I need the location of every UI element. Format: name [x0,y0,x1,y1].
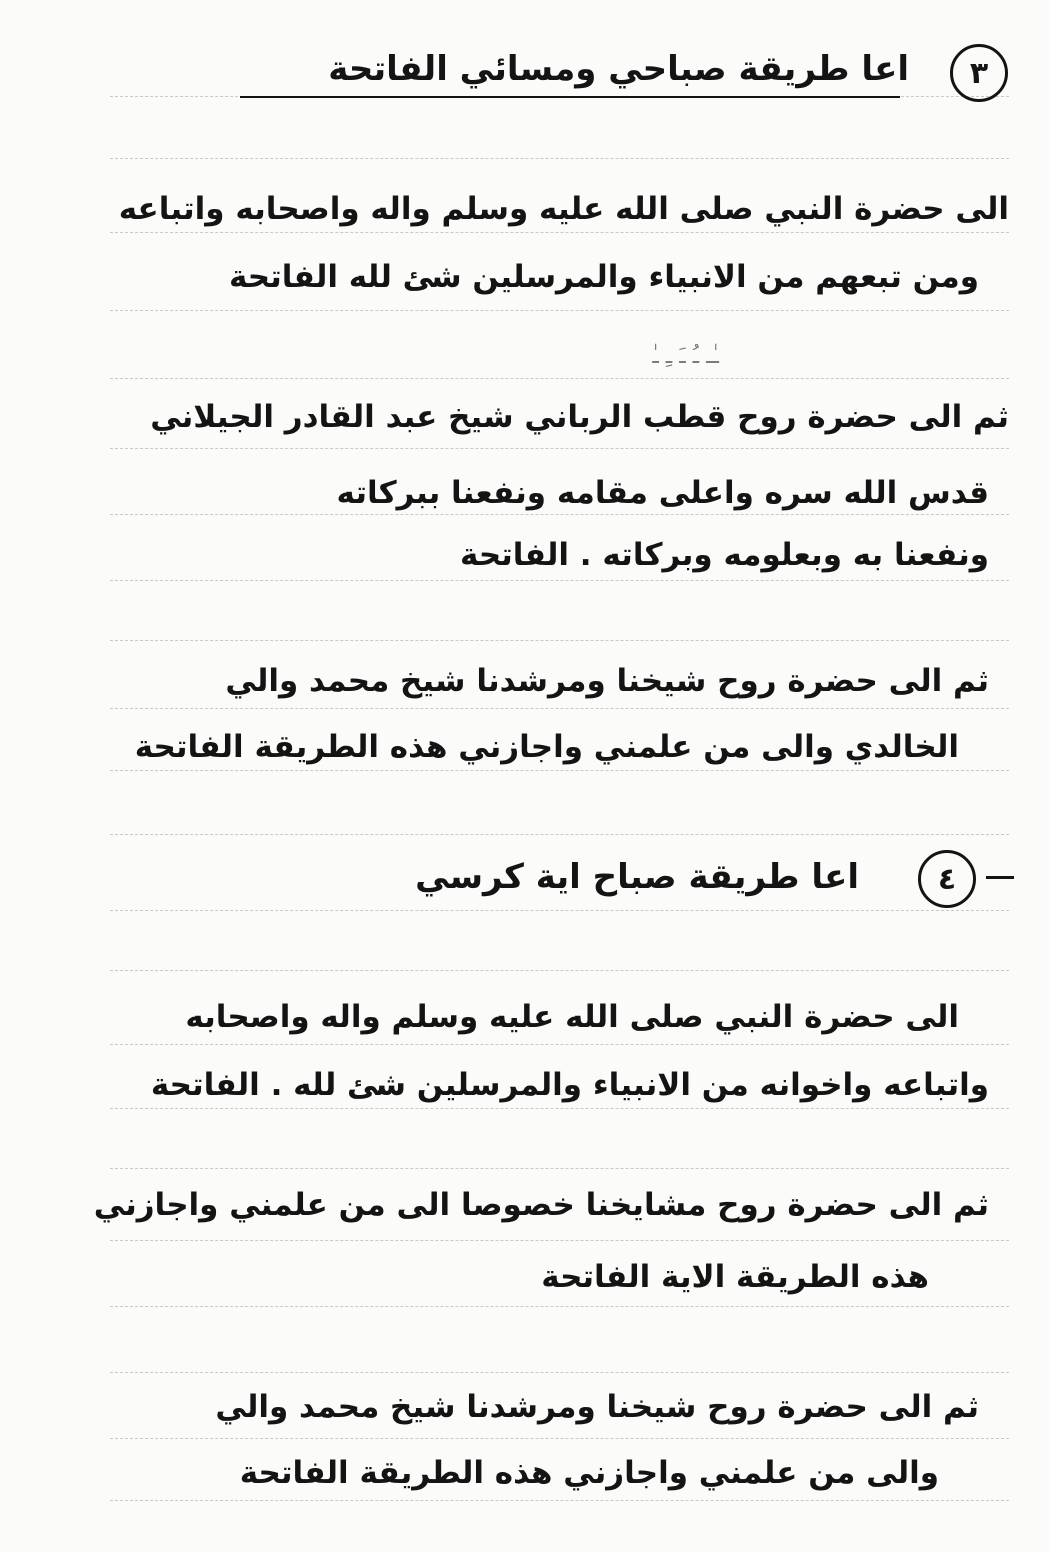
s3-p1-line1: الى حضرة النبي صلى الله عليه وسلم واله واصحابه واتباعه [118,191,1009,227]
ruled-line [110,910,1009,911]
s3-p3-line1: ثم الى حضرة روح شيخنا ومرشدنا شيخ محمد والي [225,663,989,699]
ruled-line [110,1044,1009,1045]
ruled-line [110,1438,1009,1439]
ruled-line [110,514,1009,515]
ruled-line [110,708,1009,709]
ruled-line [110,770,1009,771]
s4-p3-line1: ثم الى حضرة روح شيخنا ومرشدنا شيخ محمد والي [215,1389,979,1425]
ruled-line [110,580,1009,581]
s3-p2-line2: قدس الله سره واعلى مقامه ونفعنا ببركاته [336,475,989,511]
ruled-line [110,378,1009,379]
s3-p3-line2: الخالدي والى من علمني واجازني هذه الطريقة الفاتحة [134,729,959,765]
ruled-line [110,158,1009,159]
section-4-heading: اعا طريقة صباح اية كرسي [415,857,859,897]
heading-underline [240,96,900,98]
ruled-line [110,310,1009,311]
section-3-heading: اعا طريقة صباحي ومسائي الفاتحة [328,49,909,89]
ruled-line [110,1306,1009,1307]
section-4-dash [986,876,1014,879]
section-3-number: ٣ [950,44,1008,102]
ruled-line [110,1372,1009,1373]
ruled-line [110,448,1009,449]
s3-p2-line3: ونفعنا به وبعلومه وبركاته . الفاتحة [460,537,989,573]
ruled-line [110,640,1009,641]
s4-p2-line2: هذه الطريقة الاية الفاتحة [541,1259,929,1295]
ruled-line [110,1168,1009,1169]
s4-p1-line1: الى حضرة النبي صلى الله عليه وسلم واله واصحابه [185,999,959,1035]
s4-p1-line2: واتباعه واخوانه من الانبياء والمرسلين شئ لله . الفاتحة [150,1067,989,1103]
section-4-number: ٤ [918,850,976,908]
ruled-line [110,970,1009,971]
s4-p2-line1: ثم الى حضرة روح مشايخنا خصوصا الى من علمني واجازني [93,1187,989,1223]
s4-p3-line2: والى من علمني واجازني هذه الطريقة الفاتحة [239,1455,939,1491]
ruled-line [110,834,1009,835]
s3-p1-line2: ومن تبعهم من الانبياء والمرسلين شئ لله الفاتحة [229,259,979,295]
s3-p2-line1: ثم الى حضرة روح قطب الرباني شيخ عبد القادر الجيلاني [150,399,1009,435]
s3-p2-gloss: ـٰـ ـُ ـَ ـِ ـٰ [652,344,719,369]
ruled-line [110,232,1009,233]
ruled-line [110,1108,1009,1109]
ruled-line [110,1500,1009,1501]
ruled-line [110,1240,1009,1241]
